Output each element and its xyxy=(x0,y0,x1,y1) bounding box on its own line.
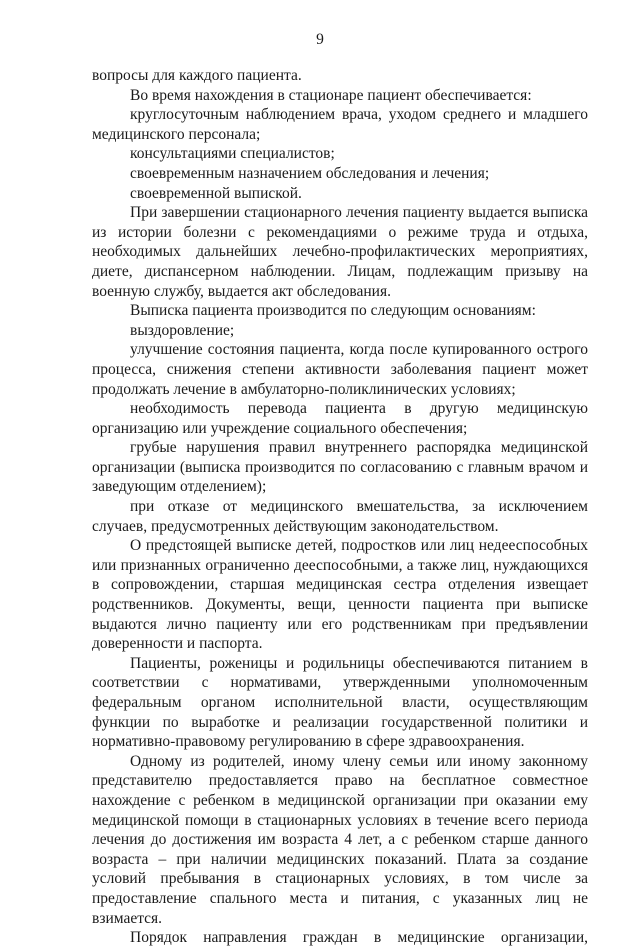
paragraph-continuation: вопросы для каждого пациента. xyxy=(92,67,302,84)
list-item-refusal-of-intervention: при отказе от медицинского вмешательства, за исключением случаев, предусмотренных действующим законодательством. xyxy=(92,498,588,535)
paragraph-patient-nutrition: Пациенты, роженицы и родильницы обеспечиваются питанием в соответствии с нормативами, утвержденными уполномоченным федеральным органом исполнительной власти, осуществляющим функции по выработке и реализации государственной политики и нормативно-правовому регулированию в сфере здравоохранения. xyxy=(92,654,588,751)
list-item-condition-improvement: улучшение состояния пациента, когда после купированного острого процесса, снижения степени активности заболевания пациент может продолжать лечение в амбулаторно-поликлинических условиях; xyxy=(92,341,588,398)
paragraph-parent-stay-with-child: Одному из родителей, иному члену семьи или иному законному представителю предоставляется право на бесплатное совместное нахождение с ребенком в медицинской организации при оказании ему медицинской помощи в стационарных условиях в течение всего периода лечения до достижения им возраста 4 лет, а с ребенком старше данного возраста – при наличии медицинских показаний. Плата за создание условий пребывания в стационарных условиях, в том числе за предоставление спального места и питания, с указанных лиц не взимается. xyxy=(92,752,588,927)
list-item-recovery: выздоровление; xyxy=(130,321,235,339)
paragraph-discharge-notification: О предстоящей выписке детей, подростков или лиц недееспособных или признанных ограниченно дееспособными, а также лиц, нуждающихся в сопровождении, старшая медицинская сестра отделения извещает родственников. Документы, вещи, ценности пациента при выписке выдаются лично пациенту или его родственникам при предъявлении доверенности и паспорта. xyxy=(92,537,588,653)
paragraph-inpatient-provisions-intro: Во время нахождения в стационаре пациент обеспечивается: xyxy=(130,86,532,104)
paragraph-discharge-grounds-intro: Выписка пациента производится по следующим основаниям: xyxy=(130,302,536,320)
list-item-timely-examination: своевременным назначением обследования и лечения; xyxy=(130,164,490,182)
page-number: 9 xyxy=(316,31,324,48)
list-item-round-the-clock-observation: круглосуточным наблюдением врача, уходом среднего и младшего медицинского персонала; xyxy=(92,106,588,143)
paragraph-referral-procedure: Порядок направления граждан в медицинские организации, xyxy=(130,929,588,947)
paragraph-discharge-summary: При завершении стационарного лечения пациенту выдается выписка из истории болезни с рекомендациями о режиме труда и отдыха, необходимых дальнейших лечебно-профилактических мероприятиях, диете, диспансерном наблюдении. Лицам, подлежащим призыву на военную службу, выдается акт обследования. xyxy=(92,204,588,300)
list-item-transfer-need: необходимость перевода пациента в другую медицинскую организацию или учреждение социального обеспечения; xyxy=(92,400,588,437)
list-item-timely-discharge: своевременной выпиской. xyxy=(130,184,302,202)
list-item-specialist-consultations: консультациями специалистов; xyxy=(130,145,335,163)
document-body xyxy=(92,66,588,948)
list-item-rules-violation: грубые нарушения правил внутреннего распорядка медицинской организации (выписка производится по согласованию с главным врачом и заведующим отделением); xyxy=(92,439,588,496)
